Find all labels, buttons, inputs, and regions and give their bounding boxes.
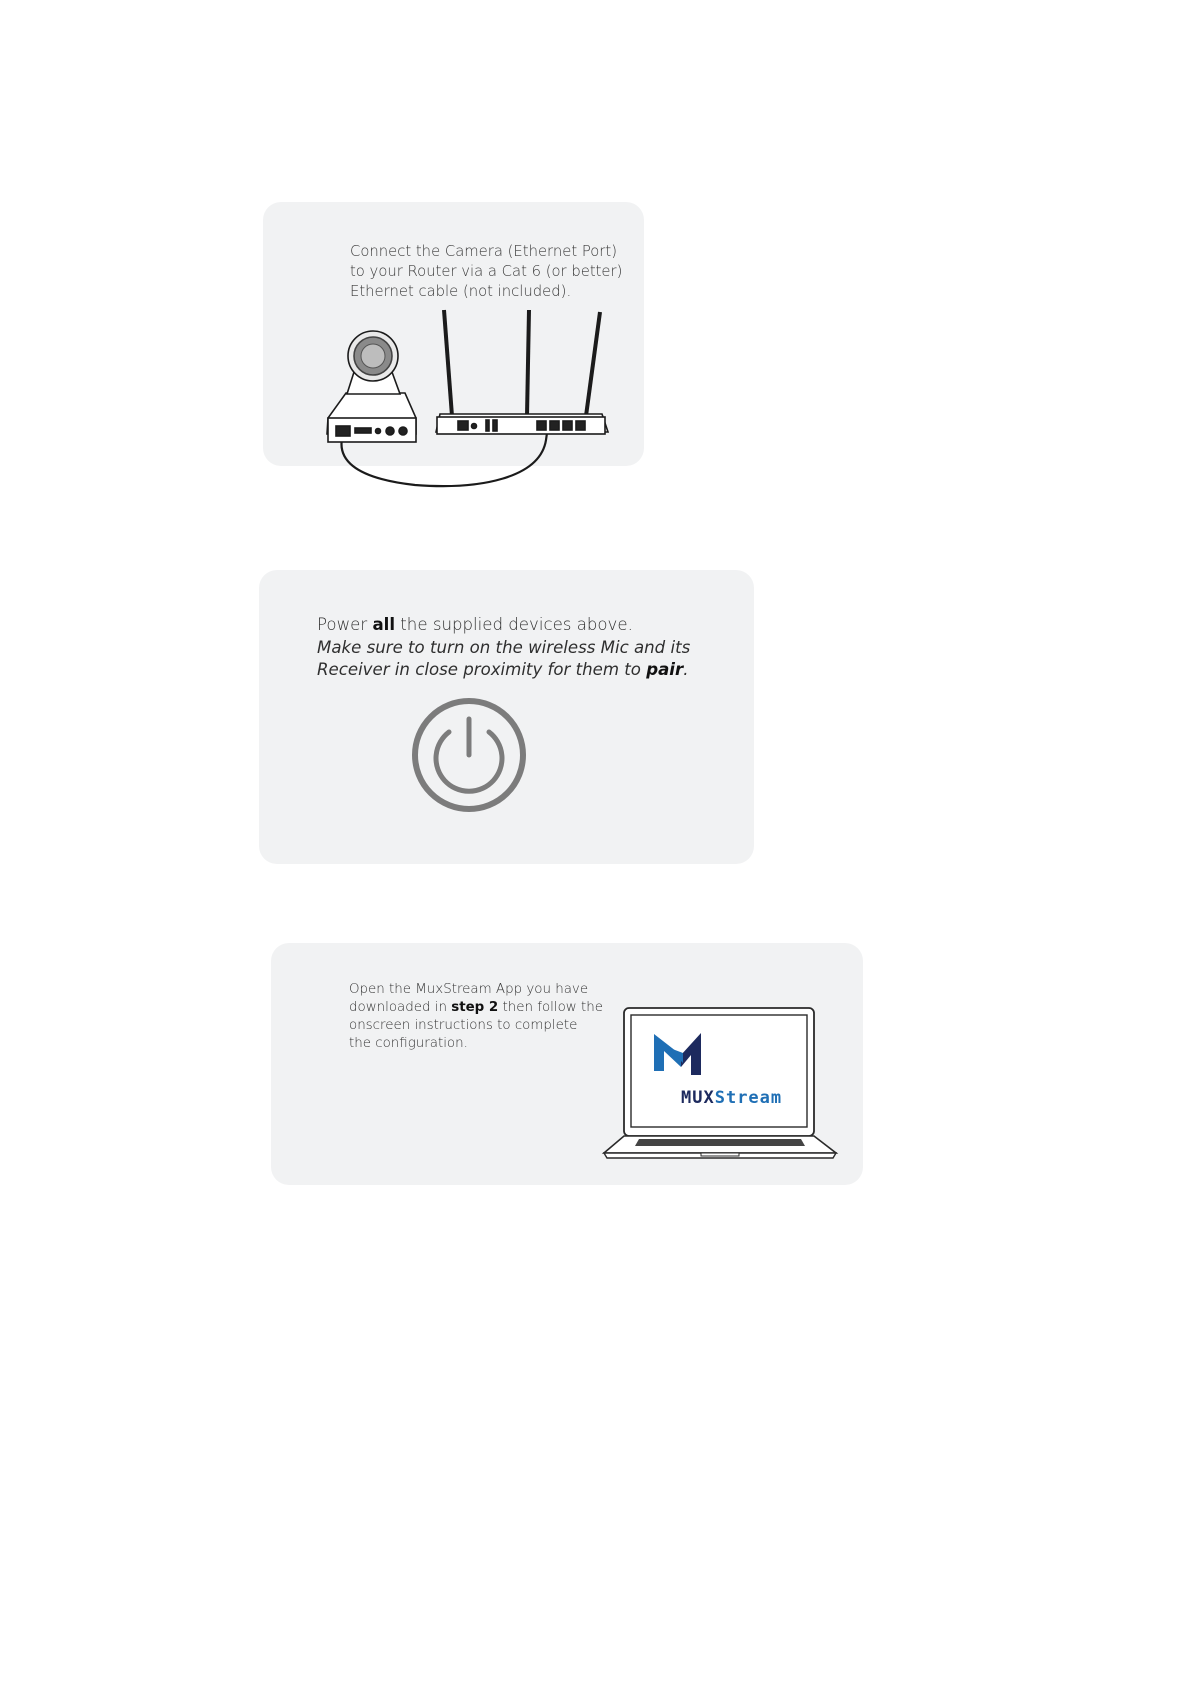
app-line-2-end: then follow the — [498, 1000, 603, 1015]
app-line-2-start: downloaded in — [349, 1000, 452, 1015]
logo-text-stream: Stream — [714, 1088, 783, 1108]
laptop-icon — [601, 1003, 841, 1165]
power-icon — [411, 697, 527, 813]
muxstream-logo-text — [681, 1088, 782, 1108]
router-icon — [436, 310, 608, 434]
power-line-3-bold: pair — [646, 660, 684, 679]
connect-line-3: Ethernet cable (not included). — [350, 283, 572, 300]
connect-line-2: to your Router via a Cat 6 (or better) — [350, 263, 623, 280]
app-line-2-bold: step 2 — [451, 1000, 499, 1015]
power-line-1-end: the supplied devices above. — [395, 615, 633, 634]
power-instructions — [317, 614, 737, 682]
camera-icon — [327, 331, 416, 442]
step-card-power — [259, 570, 754, 864]
power-line-3-start: Receiver in close proximity for them to — [317, 660, 647, 679]
app-line-4: the configuration. — [349, 1036, 468, 1051]
power-line-1-start: Power — [317, 615, 373, 634]
power-line-3-end: . — [683, 660, 689, 679]
logo-text-mux: MUX — [681, 1088, 715, 1108]
power-line-1-bold: all — [372, 615, 396, 634]
connect-line-1: Connect the Camera (Ethernet Port) — [350, 243, 617, 260]
power-line-2: Make sure to turn on the wireless Mic and its — [317, 637, 691, 657]
app-line-3: onscreen instructions to complete — [349, 1018, 578, 1033]
app-instructions — [349, 981, 619, 1053]
step-card-app — [271, 943, 863, 1185]
app-line-1: Open the MuxStream App you have — [349, 982, 589, 997]
